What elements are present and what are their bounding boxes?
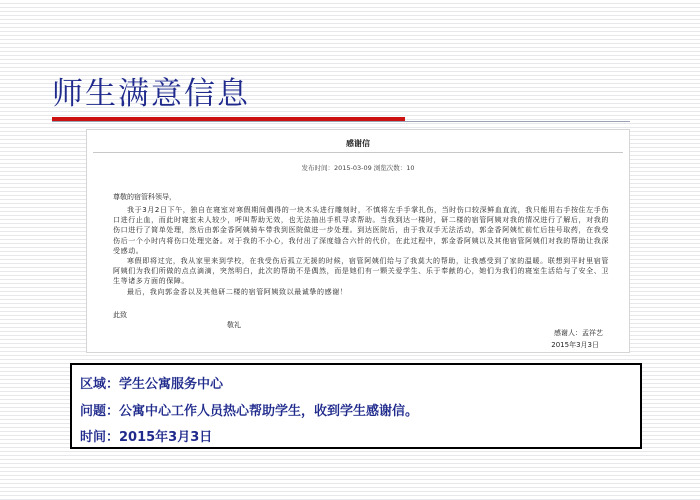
letter-paragraph: 最后，我向郭金香以及其他研二楼的宿管阿姨致以最诚挚的感谢！ bbox=[127, 287, 348, 296]
letter-divider bbox=[93, 152, 623, 153]
slide-title: 师生满意信息 bbox=[52, 76, 250, 112]
letter-salutation: 尊敬的宿管科领导， bbox=[113, 193, 176, 201]
info-issue: 问题：公寓中心工作人员热心帮助学生，收到学生感谢信。 bbox=[80, 404, 419, 419]
letter-signer: 感谢人：孟祥艺 bbox=[554, 329, 603, 337]
letter-title: 感谢信 bbox=[346, 139, 370, 148]
thank-you-letter-image bbox=[86, 129, 630, 353]
letter-closing: 此致 bbox=[113, 311, 127, 319]
letter-publish-info: 发布时间：2015-03-09 浏览次数：10 bbox=[301, 164, 415, 172]
letter-date: 2015年3月3日 bbox=[551, 341, 599, 349]
letter-paragraph: 寒假即将过完，我从家里来到学校，在我受伤后孤立无援的时候，宿管阿姨们给与了我莫大的帮助，让我感受到了家的温暖。联想到平时里宿管阿姨们为我们所做的点点滴滴，突然明白，此次的帮助不是偶然，而是她们有一颗关爱学生、乐于奉献的心，她们为我们的寝室生活给与了安全、卫生等诸多方面的保障。 bbox=[113, 257, 609, 286]
info-summary-box bbox=[70, 363, 642, 449]
letter-paragraph: 我于3月2日下午，独自在寝室对寒假期间偶得的一块木头进行雕刻时，不慎将左手手掌扎伤，当时伤口较深鲜血直流，我只能用右手按住左手伤口进行止血，而此时寝室未人较少，呼叫帮助无效，也无法抽出手机寻求帮助。当我到达一楼时，研二楼的宿管阿姨对我的情况进行了解后，对我的伤口进行了简单处理，然后由郭金香阿姨骑车带我到医院做进一步处理。到达医院后，由于我双手无法活动，郭金香阿姨忙前忙后挂号取药，在我受伤后一个小时内将伤口处理完备。对于我的不小心，我付出了深度缝合六针的代价，在此过程中，郭金香阿姨以及其他宿管阿姨们对我的帮助让我深受感动。 bbox=[113, 206, 609, 255]
letter-body bbox=[113, 205, 609, 297]
letter-salute: 敬礼 bbox=[227, 321, 241, 329]
info-time: 时间：2015年3月3日 bbox=[80, 430, 213, 445]
info-region: 区域：学生公寓服务中心 bbox=[80, 377, 224, 392]
title-divider bbox=[52, 121, 630, 122]
